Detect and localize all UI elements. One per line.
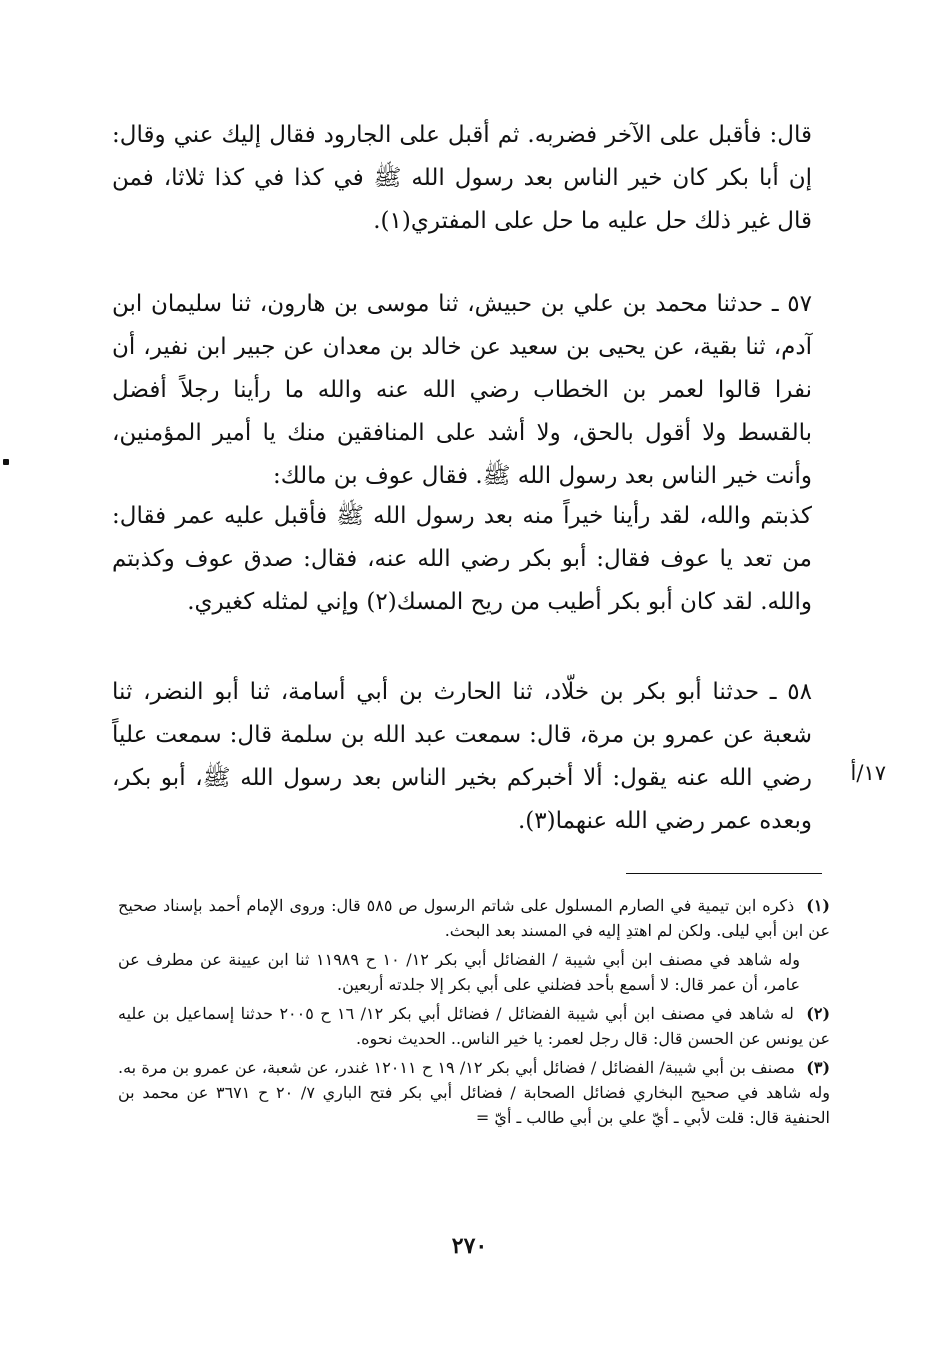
footnote-3 — [118, 1055, 830, 1130]
footnote-text: ذكره ابن تيمية في الصارم المسلول على شاتم الرسول ص ٥٨٥ قال: وروى الإمام أحمد بإسناد صحيح عن ابن أبي ليلى. ولكن لم اهتدِ إليه في المسند بعد البحث. — [118, 896, 830, 940]
paragraph-text: قال: فأقبل على الآخر فضربه. ثم أقبل على الجارود فقال إليك عني وقال: إن أبا بكر كان خير الناس بعد رسول الله ﷺ في كذا في كذا ثلاثا، فمن قال غير ذلك حل عليه ما حل على المفتري(١). — [112, 122, 812, 234]
footnote-number: (٣) — [806, 1058, 831, 1077]
footnotes-section — [118, 893, 830, 1134]
main-paragraph-58 — [112, 671, 812, 843]
paragraph-text: ٥٨ ـ حدثنا أبو بكر بن خلّاد، ثنا الحارث بن أبي أسامة، ثنا أبو النضر، ثنا شعبة عن عمرو بن مرة، قال: سمعت عبد الله بن سلمة قال: سمعت علياً رضي الله عنه يقول: ألا أخبركم بخير الناس بعد رسول الله ﷺ، أبو بكر، وبعده عمر رضي الله عنهما(٣). — [112, 679, 812, 834]
footnote-number: (٢) — [806, 1004, 831, 1023]
footnote-text: مصنف بن أبي شيبة/ الفضائل / فضائل أبي بكر ١٢/ ١٩ ح ١٢٠١١ غندر، عن شعبة، عن عمرو بن مرة به. وله شاهد في صحيح البخاري فضائل الصحابة / فضائل أبي بكر فتح الباري ٧/ ٢٠ ح ٣٦٧١ عن محمد بن الحنفية قال: قلت لأبي ـ أيّ علي بن أبي طالب ـ أيّ = — [118, 1058, 830, 1127]
scan-edge-mark — [3, 459, 9, 465]
footnote-1 — [118, 893, 830, 943]
footnote-text: له شاهد في مصنف ابن أبي شيبة الفضائل / فضائل أبي بكر ١٢/ ١٦ ح ٢٠٠٥ حدثنا إسماعيل بن عليه عن يونس عن الحسن قال: قال رجل لعمر: يا خير الناس.. الحديث نحوه. — [118, 1004, 830, 1048]
footnote-2 — [118, 1001, 830, 1051]
footnote-1-continuation: وله شاهد في مصنف ابن أبي شيبة / الفضائل أبي بكر ١٢/ ١٠ ح ١١٩٨٩ ثنا ابن عيينة عن مطرف عن عامر، أن عمر قال: لا أسمع بأحد فضلني على أبي بكر إلا جلدته أربعين. — [118, 950, 801, 994]
main-paragraph-1 — [112, 114, 812, 243]
page-number: ٢٧٠ — [451, 1233, 488, 1259]
manuscript-folio-marker: ١٧/أ — [850, 761, 886, 785]
paragraph-text: كذبتم والله، لقد رأينا خيراً منه بعد رسول الله ﷺ فأقبل عليه عمر فقال: من تعد يا عوف فقال: أبو بكر رضي الله عنه، فقال: صدق عوف وكذبتم والله. لقد كان أبو بكر أطيب من ريح المسك(٢) وإني لمثله كغيري. — [112, 503, 812, 615]
paragraph-text: ٥٧ ـ حدثنا محمد بن علي بن حبيش، ثنا موسى بن هارون، ثنا سليمان ابن آدم، ثنا بقية، عن يحيى بن سعيد عن خالد بن معدان عن جبير ابن نفير، أن نفرا قالوا لعمر بن الخطاب رضي الله عنه والله ما رأينا رجلاً أفضل بالقسط ولا أقول بالحق، ولا أشد على المنافقين منك يا أمير المؤمنين، وأنت خير الناس بعد رسول الله ﷺ. فقال عوف بن مالك: — [112, 291, 812, 489]
main-paragraph-57 — [112, 283, 812, 498]
footnote-separator — [626, 873, 822, 874]
main-paragraph-continuation — [112, 495, 812, 624]
footnote-number: (١) — [806, 896, 830, 915]
